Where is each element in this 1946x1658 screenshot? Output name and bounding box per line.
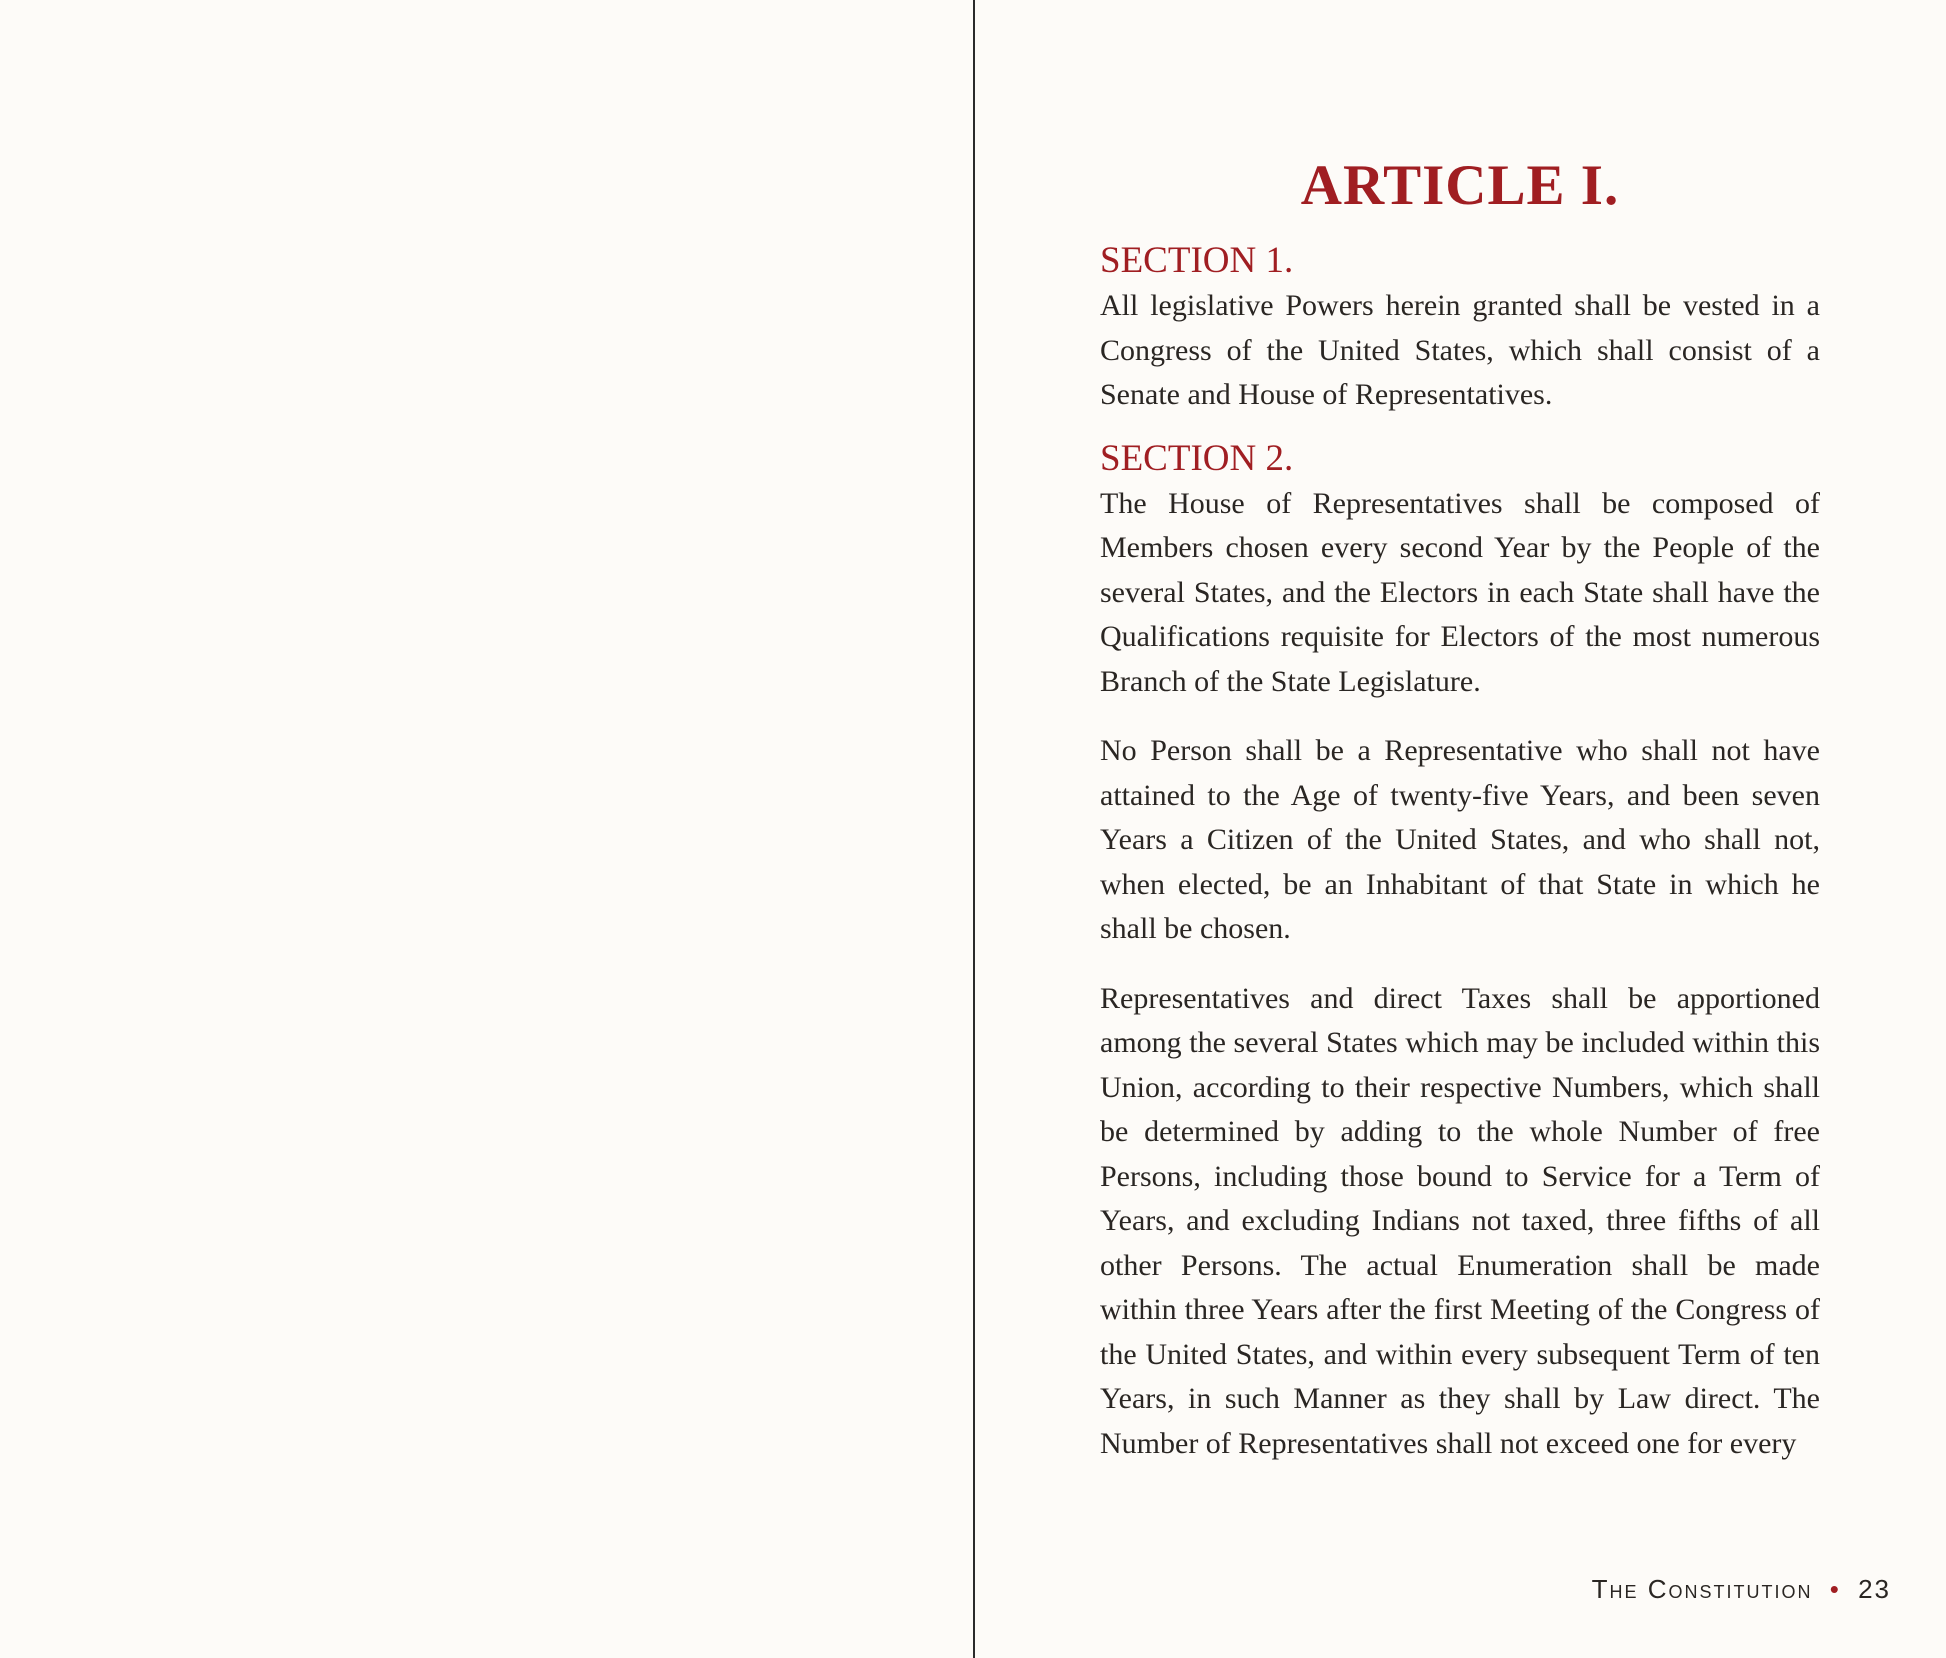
section-2-paragraph-2: No Person shall be a Representative who shall not have attained to the Age of twenty-five Years, and been seven Years a Citizen of the United States, and who shall not, when elected, be an Inhabitant of that State in which he shall be chosen. xyxy=(1100,734,1820,945)
section-2-heading: SECTION 2. xyxy=(1100,437,1294,479)
section-2-paragraph-3: Representatives and direct Taxes shall be apportioned among the several States which may be included within this Union, according to their respective Numbers, which shall be determined by adding to the whole Number of free Persons, including those bound to Service for a Term of Years, and excluding Indians not taxed, three fifths of all other Persons. The actual Enumeration shall be made within three Years after the first Meeting of the Congress of the United States, and within every subsequent Term of ten Years, in such Manner as they shall by Law direct. The Number of Representatives shall not exceed one for every xyxy=(1100,981,1820,1460)
page-footer xyxy=(1592,1574,1891,1605)
footer-bullet: • xyxy=(1829,1574,1841,1604)
right-page xyxy=(975,0,1946,1658)
page-text-block xyxy=(1100,150,1820,1466)
article-title: ARTICLE I. xyxy=(1300,154,1620,217)
section-1-paragraph-1: All legislative Powers herein granted shall be vested in a Congress of the United States, which shall consist of a Senate and House of Representatives. xyxy=(1100,289,1820,411)
page-number: 23 xyxy=(1858,1574,1891,1604)
section-1-heading: SECTION 1. xyxy=(1100,240,1294,281)
section-2-paragraph-1: The House of Representatives shall be composed of Members chosen every second Year by the People of the several States, and the Electors in each State shall have the Qualifications requisite for Electors of the most numerous Branch of the State Legislature. xyxy=(1100,486,1820,698)
running-title: The Constitution xyxy=(1591,1574,1813,1604)
